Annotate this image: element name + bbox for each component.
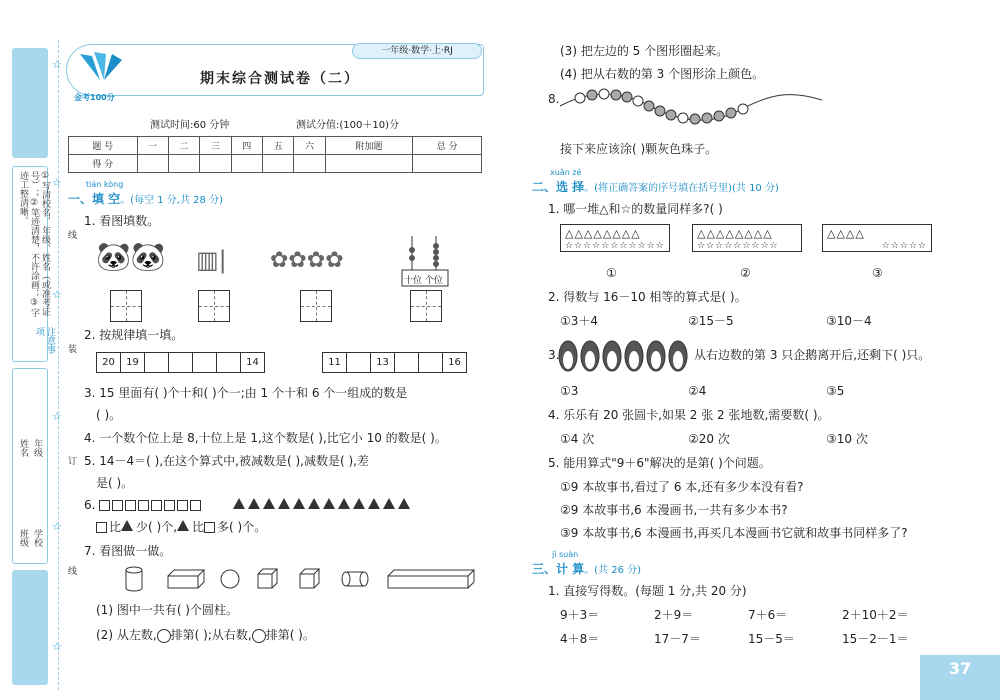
score-cell[interactable] <box>137 155 168 173</box>
star-icon: ☆ <box>52 410 62 423</box>
cut-char: 订 <box>68 457 78 467</box>
question-3-4: (4) 把从右数的第 3 个图形涂上颜色。 <box>560 67 765 81</box>
square-icon <box>125 500 136 511</box>
score-cell[interactable] <box>413 155 482 173</box>
option-triangles: △△△△ <box>827 227 865 240</box>
seq-blank[interactable] <box>419 353 443 373</box>
seq-blank[interactable] <box>145 353 169 373</box>
sphere-icon <box>157 629 171 643</box>
triangle-icon <box>383 498 395 509</box>
notice-text: ①写清校名、年级、姓名（或准考证号）；②笔迹清楚，不许涂画；③字迹工整清晰。 <box>18 171 50 317</box>
test-time: 测试时间:60 分钟 <box>150 120 230 131</box>
panda-image: 🐼🐼 <box>96 240 166 273</box>
option-stars: ☆☆☆☆☆☆☆☆☆ <box>697 241 779 251</box>
section2-pinyin: xuǎn zé <box>550 168 582 177</box>
score-header: 六 <box>294 137 325 155</box>
option[interactable]: ②20 次 <box>688 432 730 446</box>
section1-pinyin: tián kòng <box>86 180 124 189</box>
triangle-icon <box>248 498 260 509</box>
sidebar-tab-bottom <box>12 570 48 685</box>
abacus-label: 十位 个位 <box>404 276 443 286</box>
question-7-2 <box>96 628 315 643</box>
answer-box[interactable] <box>300 290 332 322</box>
option-stars: ☆☆☆☆☆☆☆☆☆☆☆ <box>565 241 665 251</box>
triangle-icon <box>263 498 275 509</box>
question-4: 4. 一个数个位上是 8,十位上是 1,这个数是( ),比它小 10 的数是( )。 <box>84 431 447 445</box>
option[interactable]: ③10－4 <box>826 314 872 328</box>
seq-blank[interactable] <box>217 353 241 373</box>
score-header: 三 <box>200 137 231 155</box>
page-title: 期末综合测试卷（二） <box>200 71 360 87</box>
option-triangles: △△△△△△△△ <box>565 227 641 240</box>
score-cell[interactable] <box>294 155 325 173</box>
cuboid-icon <box>388 570 474 588</box>
seq-cell: 19 <box>121 353 145 373</box>
triangle-icon <box>398 498 410 509</box>
question-7-1: (1) 图中一共有( )个圆柱。 <box>96 603 238 617</box>
seq-cell: 14 <box>241 353 265 373</box>
s2-question-3: 3. <box>548 348 560 362</box>
q7-text: 排第( );从右数, <box>170 628 252 642</box>
calc-item: 15－2－1＝ <box>842 632 909 646</box>
seq-cell: 16 <box>443 353 467 373</box>
option-stars: ☆☆☆☆☆ <box>881 241 927 251</box>
q6-text: 多( )个。 <box>217 520 267 534</box>
square-icon <box>164 500 175 511</box>
score-cell[interactable] <box>200 155 231 173</box>
cut-char: 线 <box>68 231 78 241</box>
star-icon: ☆ <box>52 520 62 533</box>
seq-blank[interactable] <box>193 353 217 373</box>
section3-note: 。(共 26 分) <box>584 565 642 576</box>
sticks-image: ▥| <box>196 246 227 274</box>
option[interactable]: ①4 次 <box>560 432 595 446</box>
sequence-1 <box>96 352 265 373</box>
q6-text: 比 <box>192 520 205 534</box>
star-icon: ☆ <box>52 288 62 301</box>
seq-blank[interactable] <box>395 353 419 373</box>
logo-text: 金考100分 <box>74 93 115 102</box>
score-table <box>68 136 482 173</box>
answer-box[interactable] <box>410 290 442 322</box>
score-cell[interactable] <box>325 155 413 173</box>
option-mark[interactable]: ② <box>740 266 751 280</box>
section3-heading <box>532 560 641 577</box>
field-name: 姓名 <box>18 439 28 457</box>
question-5: 5. 14－4＝( ),在这个算式中,被减数是( ),减数是( ),差 <box>84 454 369 468</box>
score-header: 题 号 <box>69 137 138 155</box>
calc-item: 7＋6＝ <box>748 608 788 622</box>
question-2: 2. 按规律填一填。 <box>84 328 184 342</box>
triangle-icon <box>338 498 350 509</box>
question-8-text: 接下来应该涂( )颗灰色珠子。 <box>560 142 718 156</box>
star-icon: ☆ <box>52 58 62 71</box>
square-icon <box>151 500 162 511</box>
cut-char: 装 <box>68 345 78 355</box>
question-3-3: (3) 把左边的 5 个图形圈起来。 <box>560 44 729 58</box>
option-triangles: △△△△△△△△ <box>697 227 773 240</box>
seq-cell: 20 <box>97 353 121 373</box>
option[interactable]: ③5 <box>826 384 845 398</box>
cylinder-icon <box>342 572 368 586</box>
question-1: 1. 看图填数。 <box>84 214 160 228</box>
cuboid-icon <box>168 570 204 588</box>
cut-line <box>58 40 59 690</box>
cylinder-icon <box>126 567 142 591</box>
option-mark[interactable]: ① <box>606 266 617 280</box>
cube-icon <box>300 569 319 588</box>
section1-title: 一、填 空 <box>68 192 121 206</box>
option[interactable]: ①3＋4 <box>560 314 599 328</box>
triangle-icon <box>233 498 245 509</box>
calc-item: 2＋10＋2＝ <box>842 608 909 622</box>
option[interactable]: ③10 次 <box>826 432 868 446</box>
option[interactable]: ②4 <box>688 384 707 398</box>
q7-text: (2) 从左数, <box>96 628 157 642</box>
square-icon <box>112 500 123 511</box>
seq-cell: 11 <box>323 353 347 373</box>
section2-heading <box>532 178 779 195</box>
sphere-icon <box>252 629 266 643</box>
section2-title: 二、选 择 <box>532 180 585 194</box>
triangle-icon <box>293 498 305 509</box>
triangle-icon <box>177 520 189 531</box>
grade-tag: 一年级·数学·上·RJ <box>352 43 482 59</box>
calc-item: 17－7＝ <box>654 632 701 646</box>
sidebar-tab-top <box>12 48 48 158</box>
solids-figure <box>120 566 480 596</box>
q6-text: 少( )个, <box>136 520 178 534</box>
triangle-icon <box>353 498 365 509</box>
section3-title: 三、计 算 <box>532 562 585 576</box>
score-header: 二 <box>168 137 199 155</box>
score-header: 四 <box>231 137 262 155</box>
square-icon <box>138 500 149 511</box>
q6-text: 比 <box>109 520 122 534</box>
answer-box[interactable] <box>110 290 142 322</box>
field-school: 学校 <box>32 529 42 547</box>
q6-number: 6. <box>84 498 96 512</box>
option[interactable]: ②9 本故事书,6 本漫画书,一共有多少本书? <box>560 503 788 517</box>
s2-question-5: 5. 能用算式"9＋6"解决的是第( )个问题。 <box>548 456 771 470</box>
question-5-cont: 是( )。 <box>96 476 134 490</box>
section2-note: 。(将正确答案的序号填在括号里)(共 10 分) <box>584 183 779 194</box>
question-8: 8. <box>548 92 560 106</box>
sequence-2 <box>322 352 467 373</box>
question-6-cont <box>96 520 266 534</box>
cut-char: 线 <box>68 567 78 577</box>
option-box-1 <box>560 224 670 252</box>
option-box-2 <box>692 224 802 252</box>
cube-icon <box>258 569 277 588</box>
notice-label: 注意事项 <box>34 327 55 354</box>
seq-blank[interactable] <box>169 353 193 373</box>
question-6 <box>84 498 413 512</box>
option-mark[interactable]: ③ <box>872 266 883 280</box>
square-icon <box>96 522 107 533</box>
flowers-image: ✿✿✿✿ <box>270 248 344 273</box>
penguins-image <box>556 336 690 374</box>
option[interactable]: ②15－5 <box>688 314 734 328</box>
option[interactable]: ①3 <box>560 384 579 398</box>
square-icon <box>99 500 110 511</box>
triangle-icon <box>368 498 380 509</box>
brand-logo-icon <box>72 50 136 94</box>
score-header: 总 分 <box>413 137 482 155</box>
field-grade: 年级 <box>32 439 42 457</box>
square-icon <box>190 500 201 511</box>
square-icon <box>204 522 215 533</box>
s2-question-4: 4. 乐乐有 20 张圆卡,如果 2 张 2 张地数,需要数( )。 <box>548 408 830 422</box>
binding-margin <box>0 0 58 700</box>
q7-text: 排第( )。 <box>265 628 315 642</box>
triangle-icon <box>278 498 290 509</box>
seq-blank[interactable] <box>347 353 371 373</box>
score-header: 一 <box>137 137 168 155</box>
option[interactable]: ①9 本故事书,看过了 6 本,还有多少本没有看? <box>560 480 804 494</box>
score-cell[interactable] <box>231 155 262 173</box>
question-3: 3. 15 里面有( )个十和( )个一;由 1 个十和 6 个一组成的数是 <box>84 386 408 400</box>
score-cell[interactable] <box>168 155 199 173</box>
section1-note: 。(每空 1 分,共 28 分) <box>120 195 223 206</box>
calc-item: 2＋9＝ <box>654 608 694 622</box>
field-class: 班级 <box>18 529 28 547</box>
triangle-icon <box>323 498 335 509</box>
notice-box <box>12 166 55 362</box>
option[interactable]: ③9 本故事书,6 本漫画书,再买几本漫画书它就和故事书同样多了? <box>560 526 908 540</box>
triangle-icon <box>121 520 133 531</box>
s3-question-1: 1. 直接写得数。(每题 1 分,共 20 分) <box>548 584 747 598</box>
score-header: 附加题 <box>325 137 413 155</box>
bead-string-figure <box>560 86 822 130</box>
s2-question-2: 2. 得数与 16－10 相等的算式是( )。 <box>548 290 747 304</box>
calc-item: 4＋8＝ <box>560 632 600 646</box>
sphere-icon <box>221 570 239 588</box>
student-info-box <box>12 368 48 564</box>
s2-question-1: 1. 哪一堆△和☆的数量同样多?( ) <box>548 202 723 216</box>
square-icon <box>177 500 188 511</box>
question-7: 7. 看图做一做。 <box>84 544 172 558</box>
section1-heading <box>68 190 223 207</box>
score-cell[interactable] <box>262 155 293 173</box>
score-row-label: 得 分 <box>69 155 138 173</box>
triangle-icon <box>308 498 320 509</box>
seq-cell: 13 <box>371 353 395 373</box>
test-score: 测试分值:(100＋10)分 <box>296 120 399 131</box>
option-box-3 <box>822 224 932 252</box>
section3-pinyin: jì suàn <box>552 550 579 559</box>
page-number: 37 <box>920 655 1000 700</box>
answer-box[interactable] <box>198 290 230 322</box>
star-icon: ☆ <box>52 640 62 653</box>
calc-item: 9＋3＝ <box>560 608 600 622</box>
s2-question-3-text: 从右边数的第 3 只企鹅离开后,还剩下( )只。 <box>694 348 931 362</box>
question-3-cont: ( )。 <box>96 408 122 422</box>
calc-item: 15－5＝ <box>748 632 795 646</box>
star-icon: ☆ <box>52 176 62 189</box>
score-header: 五 <box>262 137 293 155</box>
